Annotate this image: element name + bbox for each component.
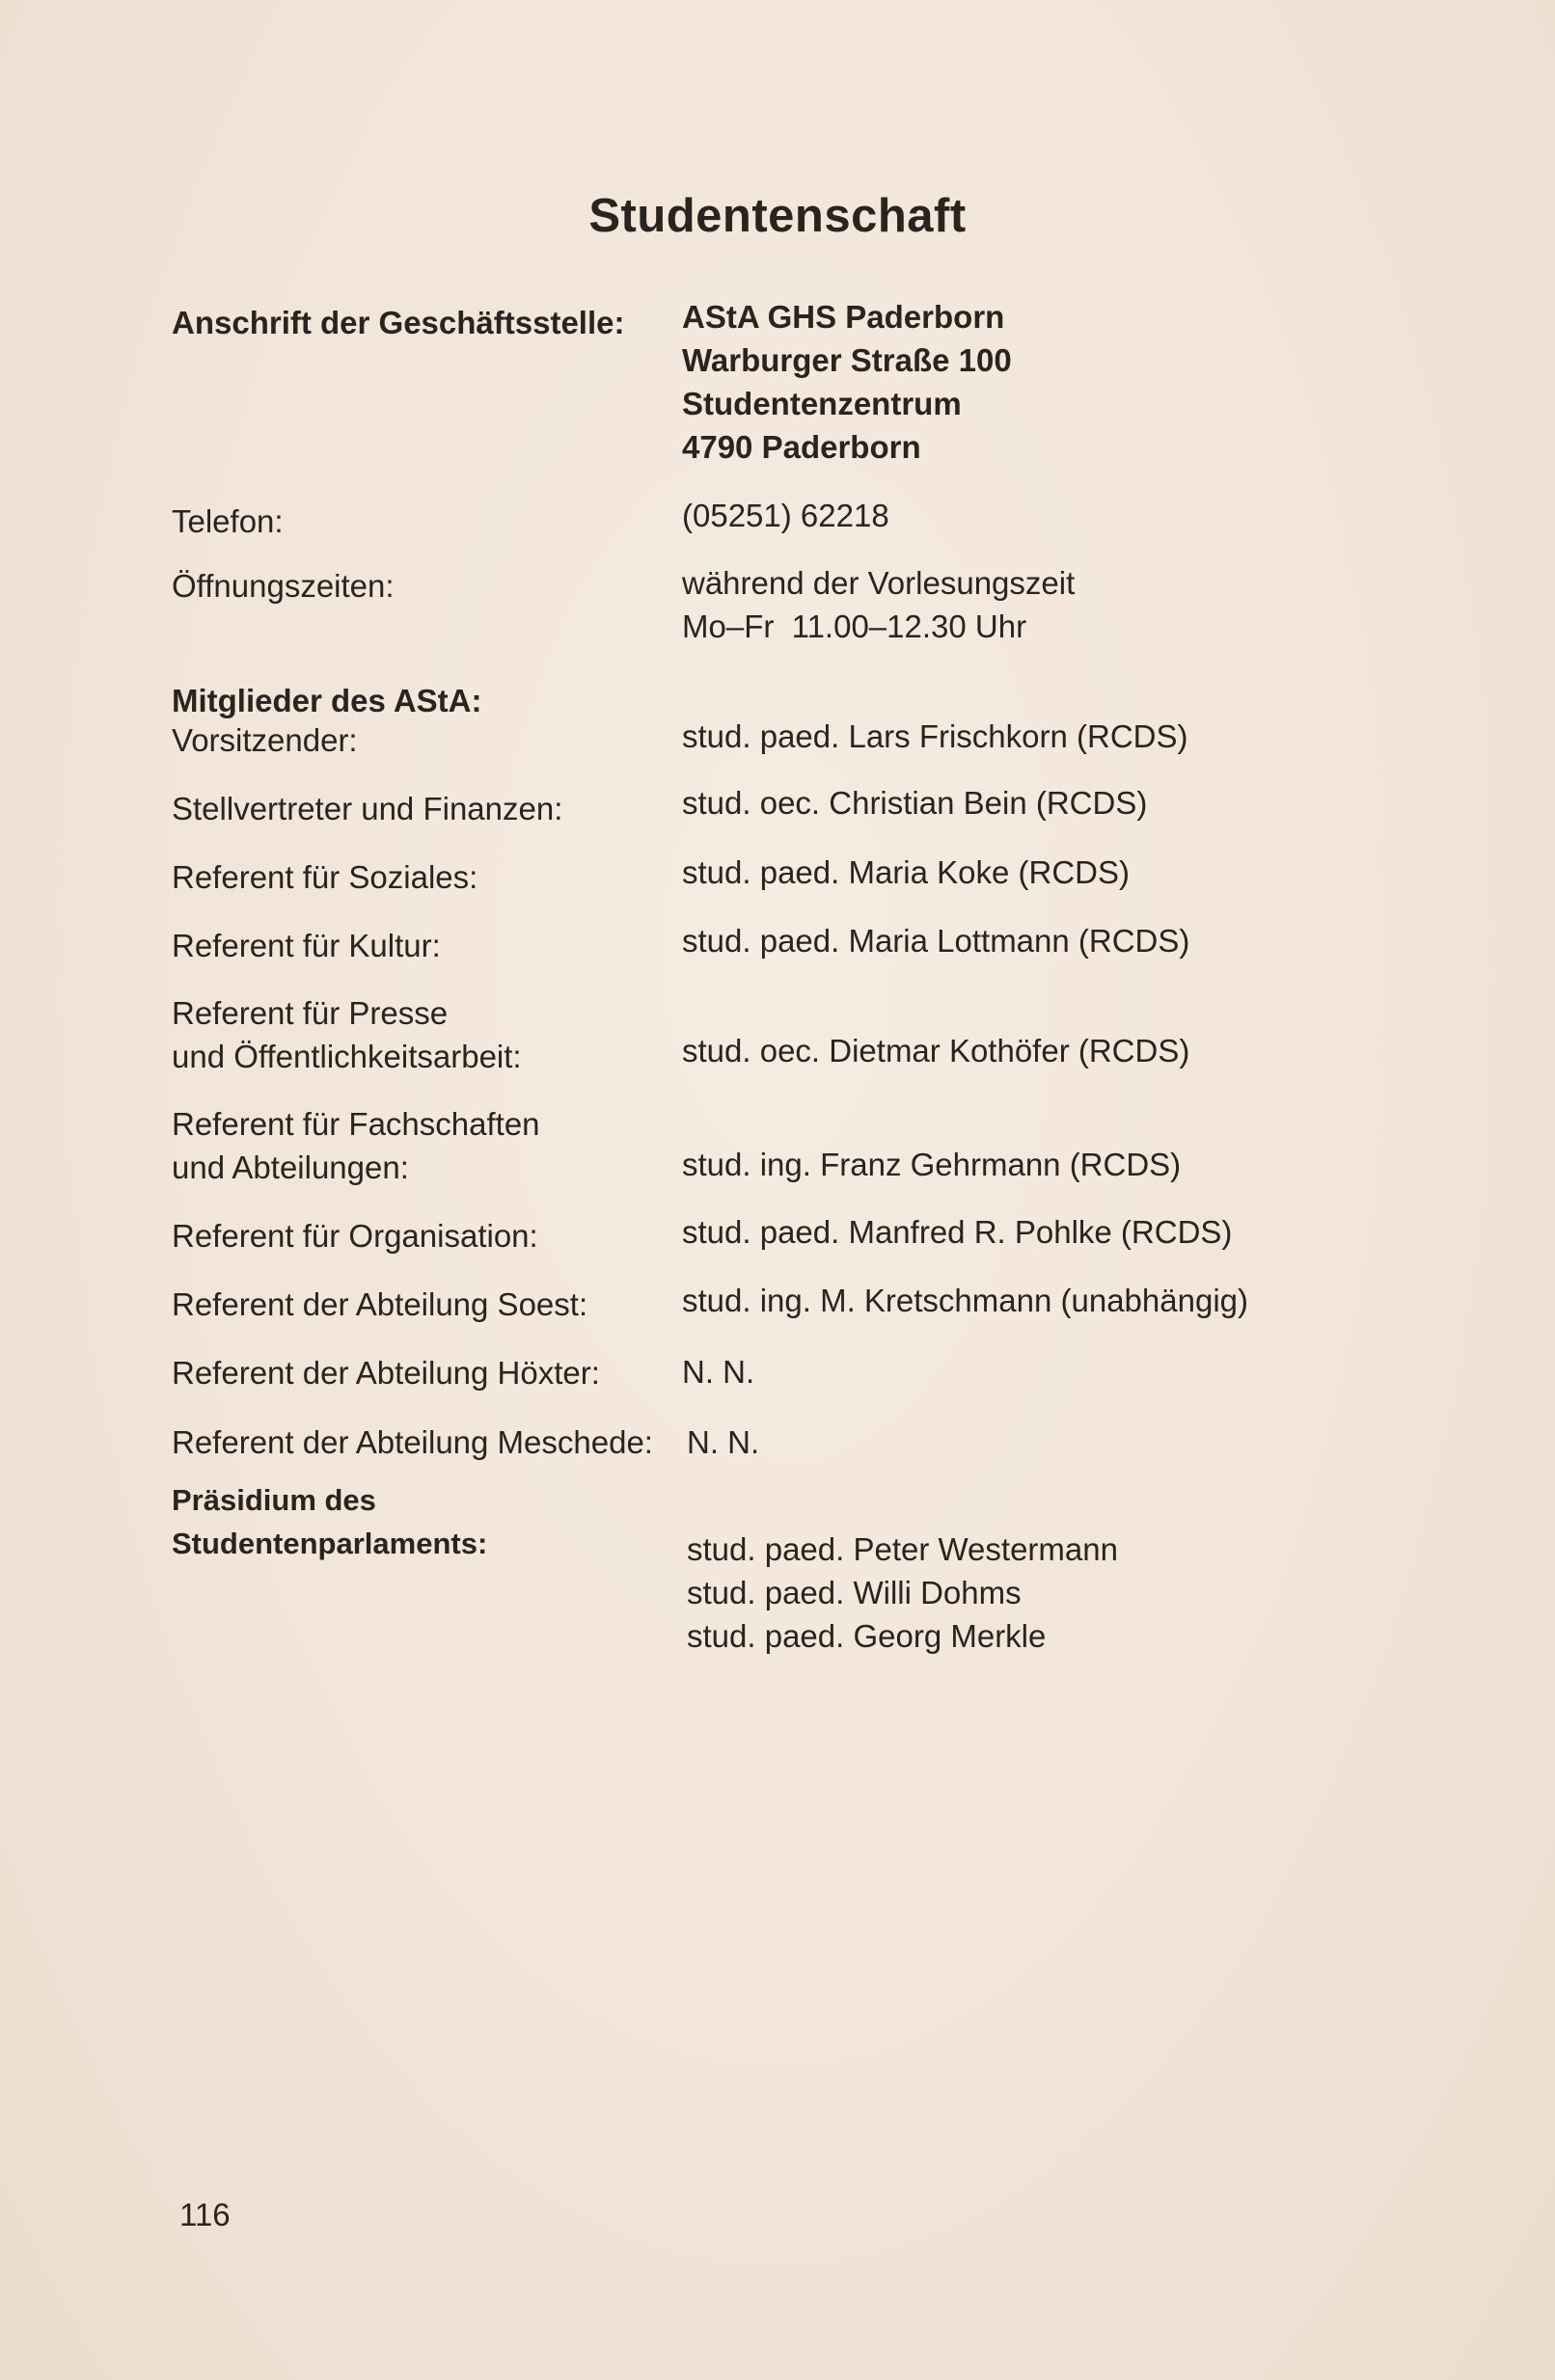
member-role — [172, 1102, 540, 1189]
member-role: Vorsitzender: — [172, 722, 358, 758]
member-role — [172, 991, 522, 1078]
member-role: Referent für Soziales: — [172, 859, 478, 895]
member-role: Referent der Abteilung Höxter: — [172, 1355, 600, 1391]
member-name: stud. paed. Maria Koke (RCDS) — [682, 854, 1131, 890]
presidium-label-line: Präsidium des — [172, 1483, 376, 1517]
members-heading: Mitglieder des AStA: — [172, 683, 482, 718]
presidium-label-line: Studentenparlaments: — [172, 1527, 488, 1560]
hours-block — [682, 561, 1075, 648]
page-number: 116 — [179, 2197, 231, 2232]
hours-line: Mo–Fr 11.00–12.30 Uhr — [682, 609, 1027, 644]
member-role: Referent für Organisation: — [172, 1218, 538, 1254]
address-block — [682, 295, 1012, 469]
member-name: stud. ing. M. Kretschmann (unabhängig) — [682, 1283, 1248, 1318]
phone-label: Telefon: — [172, 503, 284, 539]
member-name: stud. ing. Franz Gehrmann (RCDS) — [682, 1147, 1182, 1182]
address-line: Studentenzentrum — [682, 386, 962, 421]
presidium-label — [172, 1478, 487, 1565]
hours-line: während der Vorlesungszeit — [682, 565, 1076, 601]
presidium-name: stud. paed. Georg Merkle — [687, 1618, 1047, 1654]
presidium-name: stud. paed. Peter Westermann — [687, 1531, 1118, 1567]
page-title: Studentenschaft — [588, 190, 967, 242]
member-role-line: und Abteilungen: — [172, 1149, 409, 1185]
presidium-name: stud. paed. Willi Dohms — [687, 1575, 1022, 1610]
member-name: N. N. — [682, 1354, 755, 1390]
hours-label: Öffnungszeiten: — [172, 568, 395, 604]
address-line: Warburger Straße 100 — [682, 342, 1012, 378]
member-name: stud. paed. Manfred R. Pohlke (RCDS) — [682, 1214, 1233, 1250]
member-name: N. N. — [687, 1424, 760, 1460]
address-label: Anschrift der Geschäftsstelle: — [172, 305, 625, 340]
presidium-names — [687, 1528, 1118, 1658]
member-role-line: Referent für Presse — [172, 995, 449, 1031]
member-role: Stellvertreter und Finanzen: — [172, 791, 563, 826]
member-name: stud. paed. Maria Lottmann (RCDS) — [682, 923, 1190, 959]
member-role: Referent der Abteilung Soest: — [172, 1286, 588, 1322]
phone-value: (05251) 62218 — [682, 498, 889, 533]
member-name: stud. oec. Christian Bein (RCDS) — [682, 785, 1148, 821]
address-line: 4790 Paderborn — [682, 429, 921, 465]
member-role: Referent der Abteilung Meschede: — [172, 1424, 653, 1460]
member-role: Referent für Kultur: — [172, 928, 441, 963]
member-name: stud. paed. Lars Frischkorn (RCDS) — [682, 718, 1188, 754]
address-line: AStA GHS Paderborn — [682, 299, 1005, 335]
member-name: stud. oec. Dietmar Kothöfer (RCDS) — [682, 1033, 1190, 1068]
member-role-line: Referent für Fachschaften — [172, 1106, 540, 1142]
member-role-line: und Öffentlichkeitsarbeit: — [172, 1039, 522, 1074]
